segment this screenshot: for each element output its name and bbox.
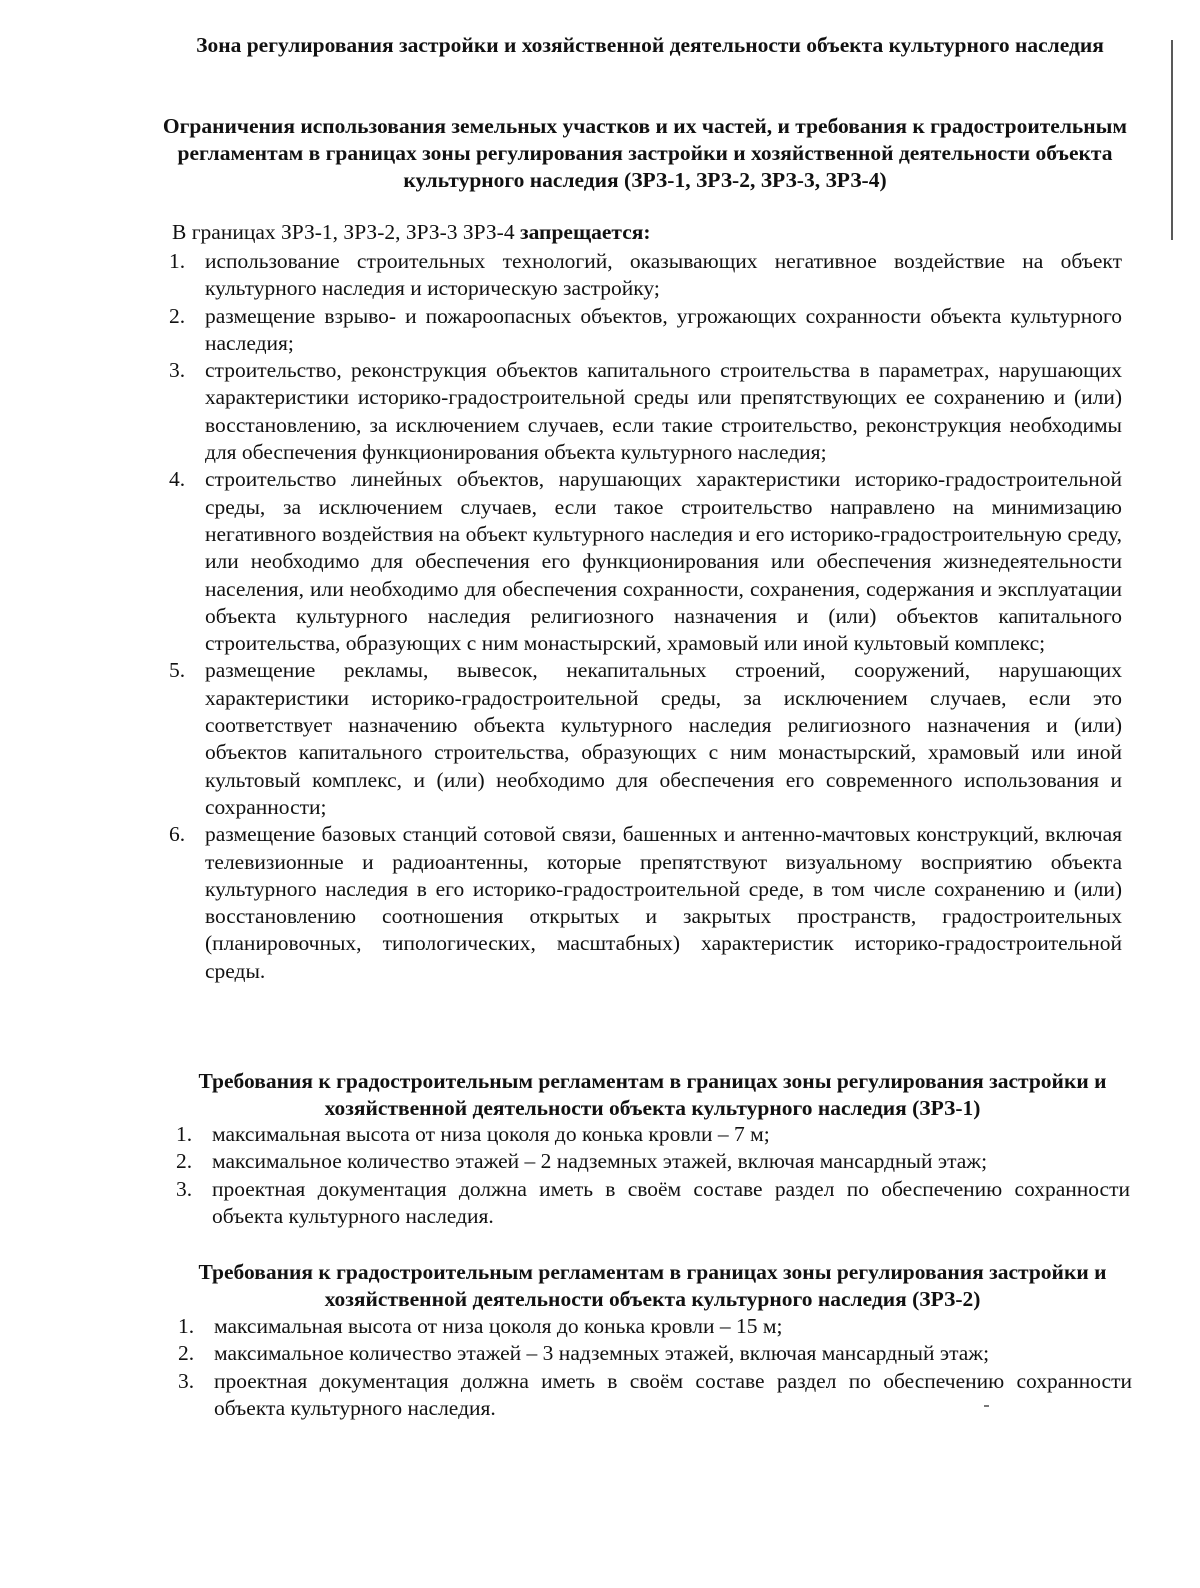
list-item-text: строительство, реконструкция объектов капитального строительства в параметрах, нарушающих характеристики историко-градостроительной среды или препятствующих ее сохранению и (или) восстановлению, за исключением случаев, если такие строительство, реконструкция необходимы для обеспечения функционирования объекта культурного наследия; <box>205 358 1122 465</box>
prohibitions-list <box>169 248 1122 985</box>
zone-title: Зона регулирования застройки и хозяйственной деятельности объекта культурного наследия <box>196 33 1104 57</box>
zrz2-heading: Требования к градостроительным регламентам в границах зоны регулирования застройки и хозяйственной деятельности объекта культурного наследия (ЗРЗ-2) <box>198 1260 1107 1311</box>
zrz1-requirements-list <box>176 1121 1130 1230</box>
list-item-text: проектная документация должна иметь в своём составе раздел по обеспечению сохранности объекта культурного наследия. <box>214 1368 1132 1420</box>
intro-paragraph <box>172 219 651 246</box>
list-item-number: 2. <box>169 303 186 328</box>
list-item <box>169 248 1122 303</box>
list-item <box>169 821 1122 985</box>
list-item-number: 3. <box>178 1368 195 1393</box>
list-item <box>169 303 1122 358</box>
zrz2-requirements-list <box>178 1313 1132 1422</box>
list-item-text: размещение взрыво- и пожароопасных объектов, угрожающих сохранности объекта культурного наследия; <box>205 303 1122 355</box>
list-item-number: 1. <box>169 249 186 273</box>
list-item <box>178 1368 1132 1423</box>
list-item-text: размещение базовых станций сотовой связи, башенных и антенно-мачтовых конструкций, включая телевизионные и радиоантенны, которые препятствуют визуальному восприятию объекта культурного наследия в его историко-градостроительной среде, в том числе сохранению и (или) восстановлению соотношения открытых и закрытых пространств, градостроительных (планировочных, типологических, масштабных) характеристик историко-градостроительной среды. <box>205 822 1122 983</box>
list-item <box>169 657 1122 821</box>
list-item <box>169 357 1122 466</box>
list-item-text: строительство линейных объектов, нарушающих характеристики историко-градостроительной среды, за исключением случаев, если такое строительство направлено на минимизацию негативного воздействия на объект культурного наследия и его историко-градостроительную среду, или необходимо для обеспечения его функционирования или обеспечения жизнедеятельности населения, или необходимо для обеспечения сохранности, сохранения, содержания и эксплуатации объекта культурного наследия религиозного назначения и (или) объектов капитального строительства, образующих с ним монастырский, храмовый или иной культовый комплекс; <box>205 467 1122 656</box>
zrz1-heading: Требования к градостроительным регламентам в границах зоны регулирования застройки и хозяйственной деятельности объекта культурного наследия (ЗРЗ-1) <box>198 1069 1107 1120</box>
list-item-number: 3. <box>169 358 186 383</box>
list-item-text: максимальное количество этажей – 3 надземных этажей, включая мансардный этаж; <box>214 1341 990 1366</box>
list-item-number: 1. <box>178 1314 195 1338</box>
list-item-text: проектная документация должна иметь в своём составе раздел по обеспечению сохранности объекта культурного наследия. <box>212 1176 1130 1228</box>
scan-edge-line <box>1171 40 1173 240</box>
list-item <box>176 1121 1130 1148</box>
list-item-number: 1. <box>176 1122 193 1146</box>
intro-prefix: В границах ЗРЗ-1, ЗРЗ-2, ЗРЗ-3 ЗРЗ-4 <box>172 220 520 244</box>
list-item-number: 6. <box>169 822 186 847</box>
list-item-text: размещение рекламы, вывесок, некапитальных строений, сооружений, нарушающих характеристики историко-градостроительной среды, за исключением случаев, если это соответствует назначению объекта культурного наследия религиозного назначения и (или) объектов капитального строительства, образующих с ним монастырский, храмовый или иной культовый комплекс, и (или) необходимо для обеспечения его современного использования и сохранности; <box>205 658 1122 819</box>
list-item-number: 2. <box>178 1341 195 1366</box>
list-item-number: 4. <box>169 467 186 492</box>
scan-speck <box>984 1405 989 1407</box>
list-item-text: использование строительных технологий, оказывающих негативное воздействие на объект культурного наследия и историческую застройку; <box>205 249 1122 301</box>
list-item-number: 3. <box>176 1176 193 1201</box>
list-item-number: 2. <box>176 1149 193 1174</box>
intro-emphasis: запрещается: <box>519 220 651 244</box>
list-item <box>178 1313 1132 1340</box>
list-item-text: максимальное количество этажей – 2 надземных этажей, включая мансардный этаж; <box>212 1149 988 1174</box>
list-item-text: максимальная высота от низа цоколя до конька кровли – 15 м; <box>214 1314 783 1338</box>
list-item-number: 5. <box>169 658 186 683</box>
list-item <box>176 1148 1130 1175</box>
restrictions-heading: Ограничения использования земельных участков и их частей, и требования к градостроительным регламентам в границах зоны регулирования застройки и хозяйственной деятельности объекта культурного наследия (ЗРЗ-1, ЗРЗ-2, ЗРЗ-3, ЗРЗ-4) <box>162 114 1128 192</box>
list-item <box>176 1176 1130 1231</box>
list-item <box>178 1340 1132 1367</box>
list-item-text: максимальная высота от низа цоколя до конька кровли – 7 м; <box>212 1122 770 1146</box>
list-item <box>169 466 1122 657</box>
